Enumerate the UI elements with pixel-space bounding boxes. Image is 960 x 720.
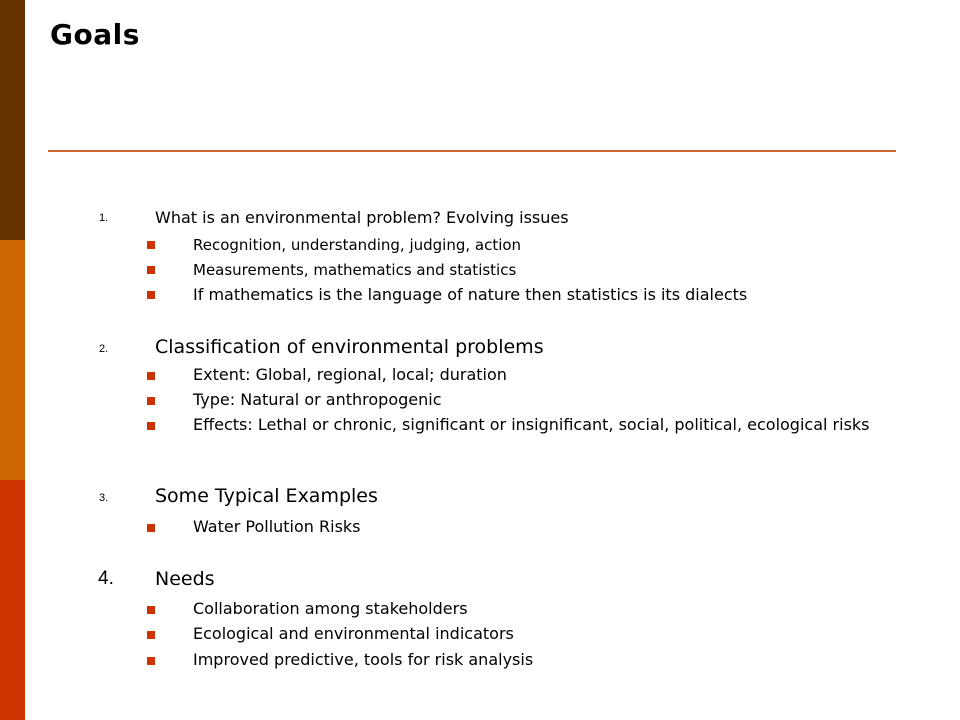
left-stripe-bottom — [0, 480, 25, 720]
bullet-marker — [147, 372, 155, 380]
list-item: Effects: Lethal or chronic, significant or insignificant, social, political, ecological risks — [193, 415, 870, 434]
bullet-marker — [147, 266, 155, 274]
bullet-marker — [147, 524, 155, 532]
section-heading: Classification of environmental problems — [155, 336, 544, 358]
list-item: Water Pollution Risks — [193, 517, 361, 536]
list-item: Measurements, mathematics and statistics — [193, 261, 517, 279]
slide-title: Goals — [50, 18, 140, 51]
list-item: Collaboration among stakeholders — [193, 599, 468, 618]
left-stripe-middle — [0, 240, 25, 480]
list-item: Type: Natural or anthropogenic — [193, 390, 442, 409]
section-number: 1. — [99, 212, 109, 224]
left-stripe-top — [0, 0, 25, 240]
list-item: If mathematics is the language of nature then statistics is its dialects — [193, 285, 748, 304]
section-number: 4. — [98, 568, 114, 589]
bullet-marker — [147, 241, 155, 249]
bullet-marker — [147, 291, 155, 299]
section-heading: What is an environmental problem? Evolving issues — [155, 208, 569, 227]
list-item: Ecological and environmental indicators — [193, 624, 514, 643]
section-heading: Needs — [155, 568, 215, 590]
section-number: 3. — [99, 492, 109, 504]
title-divider — [48, 150, 896, 152]
section-heading: Some Typical Examples — [155, 485, 378, 507]
bullet-marker — [147, 422, 155, 430]
bullet-marker — [147, 631, 155, 639]
section-number: 2. — [99, 343, 109, 355]
list-item: Improved predictive, tools for risk analysis — [193, 650, 534, 669]
bullet-marker — [147, 397, 155, 405]
bullet-marker — [147, 606, 155, 614]
list-item: Recognition, understanding, judging, action — [193, 236, 522, 254]
list-item: Extent: Global, regional, local; duration — [193, 365, 507, 384]
bullet-marker — [147, 657, 155, 665]
